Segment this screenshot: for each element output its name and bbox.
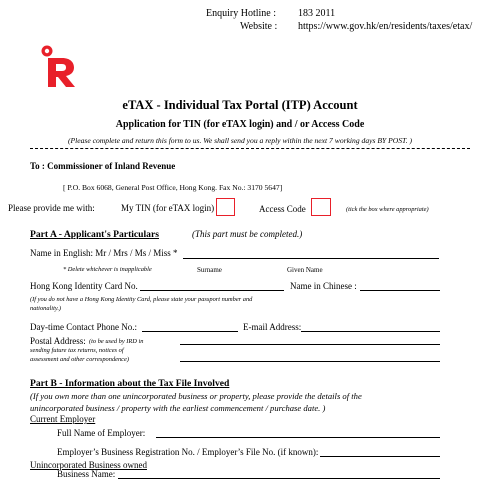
postal-line-2[interactable] [180, 361, 440, 362]
provide-label: Please provide me with: [8, 203, 95, 213]
website-label: Website : [240, 21, 278, 32]
hkid-label: Hong Kong Identity Card No. [30, 281, 138, 291]
postal-note-1: (to be used by IRD in [89, 338, 144, 345]
my-tin-checkbox[interactable] [216, 198, 235, 216]
business-name-label: Business Name: [57, 469, 116, 479]
tick-note: (tick the box where appropriate) [346, 206, 429, 213]
given-name-caption: Given Name [287, 266, 323, 274]
surname-caption: Surname [197, 266, 222, 274]
part-b-note-1: (If you own more than one unincorporated business or property, please provide the details of the [30, 391, 362, 401]
to-label: To : Commissioner of Inland Revenue [30, 161, 176, 171]
form-title: eTAX - Individual Tax Portal (ITP) Account [122, 98, 358, 112]
current-employer-label: Current Employer [30, 414, 96, 424]
form-note: (Please complete and return this form to us. We shall send you a reply within the next 7 working days BY POST. ) [67, 136, 413, 145]
name-english-line[interactable] [183, 258, 439, 259]
my-tin-label: My TIN (for eTAX login) [121, 203, 215, 213]
ird-logo [40, 44, 76, 88]
access-code-label: Access Code [259, 204, 306, 214]
phone-line[interactable] [142, 331, 238, 332]
name-chinese-line[interactable] [360, 290, 440, 291]
form-subtitle: Application for TIN (for eTAX login) and / or Access Code [115, 119, 365, 130]
access-code-checkbox[interactable] [311, 198, 331, 216]
dashed-divider [30, 148, 470, 149]
postal-line-1[interactable] [180, 344, 440, 345]
email-label: E-mail Address: [243, 322, 302, 332]
unincorporated-label: Unincorporated Business owned [30, 460, 147, 470]
full-name-employer-line[interactable] [156, 437, 440, 438]
to-address: [ P.O. Box 6068, General Post Office, Hong Kong. Fax No.: 3170 5647] [63, 183, 283, 192]
website-value: https://www.gov.hk/en/residents/taxes/etax/ [298, 21, 473, 32]
part-a-note: (This part must be completed.) [192, 229, 303, 239]
postal-note-3: assessment and other correspondence) [30, 356, 129, 363]
delete-note: * Delete whichever is inapplicable [63, 266, 152, 273]
full-name-employer-label: Full Name of Employer: [57, 428, 146, 438]
name-chinese-label: Name in Chinese : [290, 281, 357, 291]
postal-note-2: sending future tax returns, notices of [30, 347, 124, 354]
hotline-label: Enquiry Hotline : [206, 8, 276, 19]
hkid-note-2: nationality.) [30, 305, 62, 312]
postal-label: Postal Address: [30, 336, 86, 346]
business-name-line[interactable] [118, 478, 440, 479]
hkid-note-1: (If you do not have a Hong Kong Identity Card, please state your passport number and [30, 296, 253, 303]
employer-reg-label: Employer’s Business Registration No. / Employer’s File No. (if known): [57, 447, 319, 457]
hkid-line[interactable] [140, 290, 284, 291]
hotline-value: 183 2011 [298, 8, 336, 19]
name-english-label: Name in English: Mr / Mrs / Ms / Miss * [30, 248, 178, 258]
employer-reg-line[interactable] [320, 456, 440, 457]
phone-label: Day-time Contact Phone No.: [30, 322, 137, 332]
part-b-heading: Part B - Information about the Tax File Involved [30, 378, 230, 389]
email-line[interactable] [301, 331, 440, 332]
part-b-note-2: unincorporated business / property with the earliest commencement / purchase date. ) [30, 403, 326, 413]
part-a-heading: Part A - Applicant's Particulars [30, 229, 159, 240]
